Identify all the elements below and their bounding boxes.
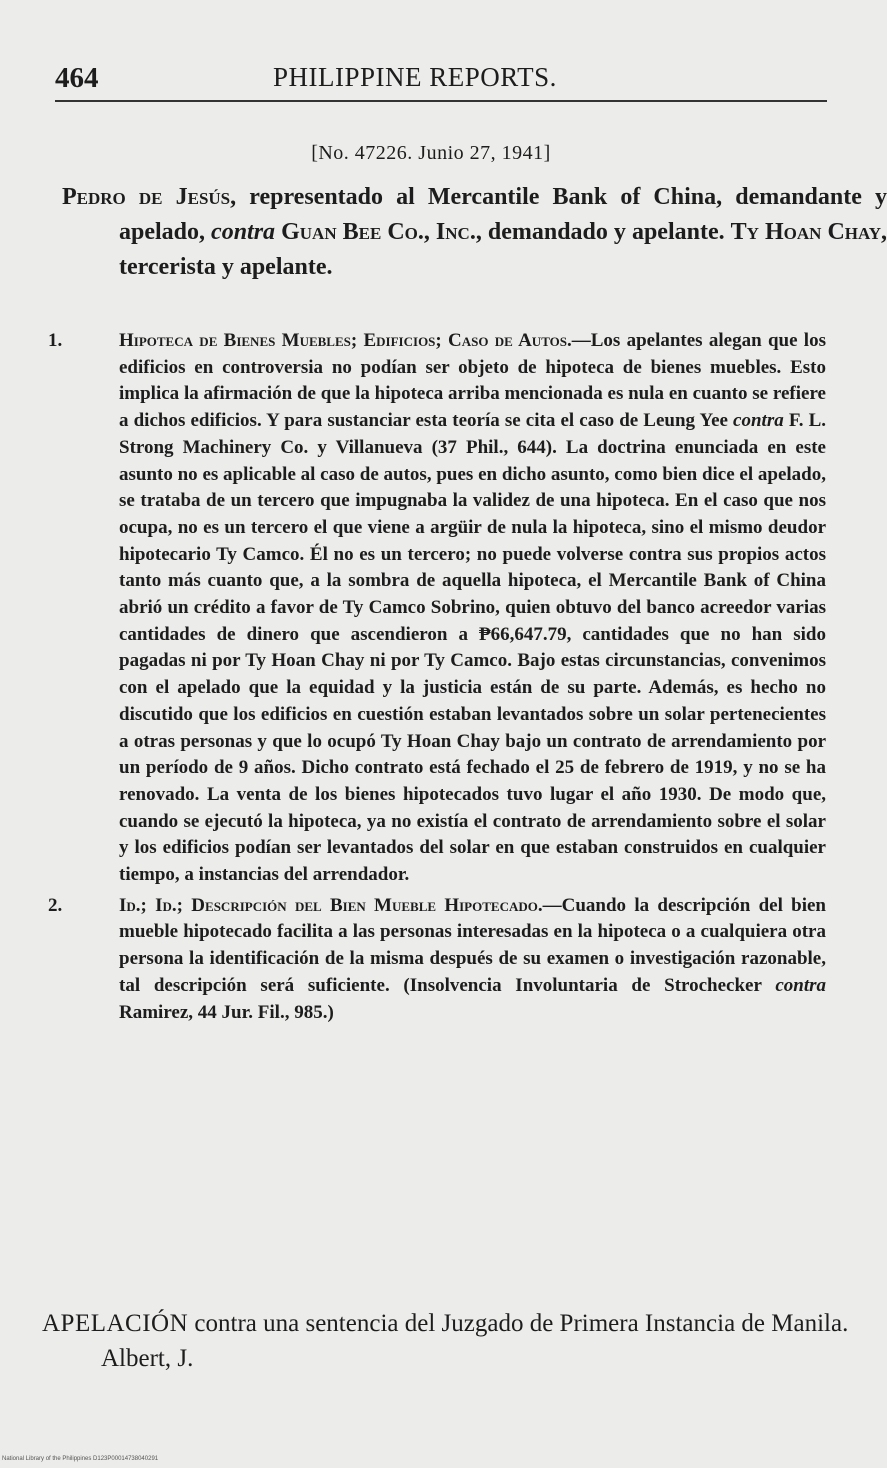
syllabus bbox=[48, 328, 826, 1030]
appeal-line bbox=[42, 1306, 883, 1376]
syllabus-text: Ramirez, 44 Jur. Fil., 985.) bbox=[119, 1001, 334, 1023]
defendant-name: Guan Bee Co., Inc. bbox=[275, 219, 476, 245]
caption-contra: contra bbox=[211, 219, 276, 245]
syllabus-text: —Los apelantes alegan que los edificios en controversia no podían ser objeto de hipoteca de bienes muebles. Esto implica la afirmación de que la hipoteca arriba mencionada es nula en cuanto se refiere a dichos edificios. Y para sustanciar esta teoría se cita el caso de Leung Yee bbox=[119, 330, 826, 432]
syllabus-text: —Cuando la descripción del bien mueble hipotecado facilita a las personas interesadas en la hipoteca o a cualquiera otra persona la identificación de la misma después de su examen o investigación razonable, tal descripción será suficiente. (Insolvencia Involuntaria de Strochecker bbox=[119, 894, 826, 996]
caption-text-3: , tercerista y apelante. bbox=[119, 219, 887, 280]
page-header bbox=[55, 60, 827, 102]
page-number: 464 bbox=[55, 62, 99, 94]
syllabus-number: 1. bbox=[48, 330, 63, 351]
syllabus-topic: Hipoteca de Bienes Muebles; Edificios; Caso de Autos. bbox=[119, 330, 572, 351]
plaintiff-name: Pedro de Jesús bbox=[62, 184, 231, 210]
syllabus-contra: contra bbox=[775, 974, 826, 996]
syllabus-topic: Id.; Id.; Descripción del Bien Mueble Hipotecado. bbox=[119, 894, 543, 916]
case-caption bbox=[62, 180, 887, 285]
syllabus-item-2 bbox=[48, 893, 826, 1027]
appeal-lead: APELACIÓN bbox=[42, 1310, 189, 1337]
syllabus-contra: contra bbox=[733, 410, 784, 432]
running-title: PHILIPPINE REPORTS. bbox=[273, 62, 557, 92]
syllabus-item-1 bbox=[48, 328, 826, 889]
scan-footer: National Library of the Philippines D123P00014738040291 bbox=[2, 1456, 159, 1462]
caption-text-1: , representado al Mercantile Bank of China, demandante y apelado, bbox=[119, 184, 887, 245]
syllabus-text: F. L. Strong Machinery Co. y Villanueva (37 Phil., 644). La doctrina enunciada en este asunto no es aplicable al caso de autos, pues en dicho asunto, como bien dice el apelado, se trataba de un tercero que impugnaba la validez de una hipoteca. En el caso que nos ocupa, no es un tercero el que viene a argüir de nula la hipoteca, sino el mismo deudor hipotecario Ty Camco. Él no es un tercero; no puede volverse contra sus propios actos tanto más cuanto que, a la sombra de aquella hipoteca, el Mercantile Bank of China abrió un crédito a favor de Ty Camco Sobrino, quien obtuvo del banco acreedor varias cantidades de dinero que ascendieron a ₱66,647.79, cantidades que no han sido pagadas ni por Ty Hoan Chay ni por Ty Camco. Bajo estas circunstancias, convenimos con el apelado que la equidad y la justicia están de su parte. Además, es hecho no discutido que los edificios en cuestión estaban levantados sobre un solar pertenecientes a otras personas y que lo ocupó Ty Hoan Chay bajo un contrato de arrendamiento por un período de 9 años. Dicho contrato está fechado el 25 de febrero de 1919, y no se ha renovado. La venta de los bienes hipotecados tuvo lugar el año 1930. De modo que, cuando se ejecutó la hipoteca, ya no existía el contrato de arrendamiento sobre el solar y los edificios podían ser levantados del solar en que estaban construidos en cualquier tiempo, a instancias del arrendador. bbox=[119, 410, 826, 886]
intervenor-name: Ty Hoan Chay bbox=[730, 219, 881, 245]
caption-text-2: , demandado y apelante. bbox=[475, 219, 731, 245]
case-number: [No. 47226. Junio 27, 1941] bbox=[311, 142, 551, 164]
appeal-text: contra una sentencia del Juzgado de Primera Instancia de Manila. Albert, J. bbox=[101, 1310, 849, 1372]
syllabus-number: 2. bbox=[48, 894, 63, 916]
